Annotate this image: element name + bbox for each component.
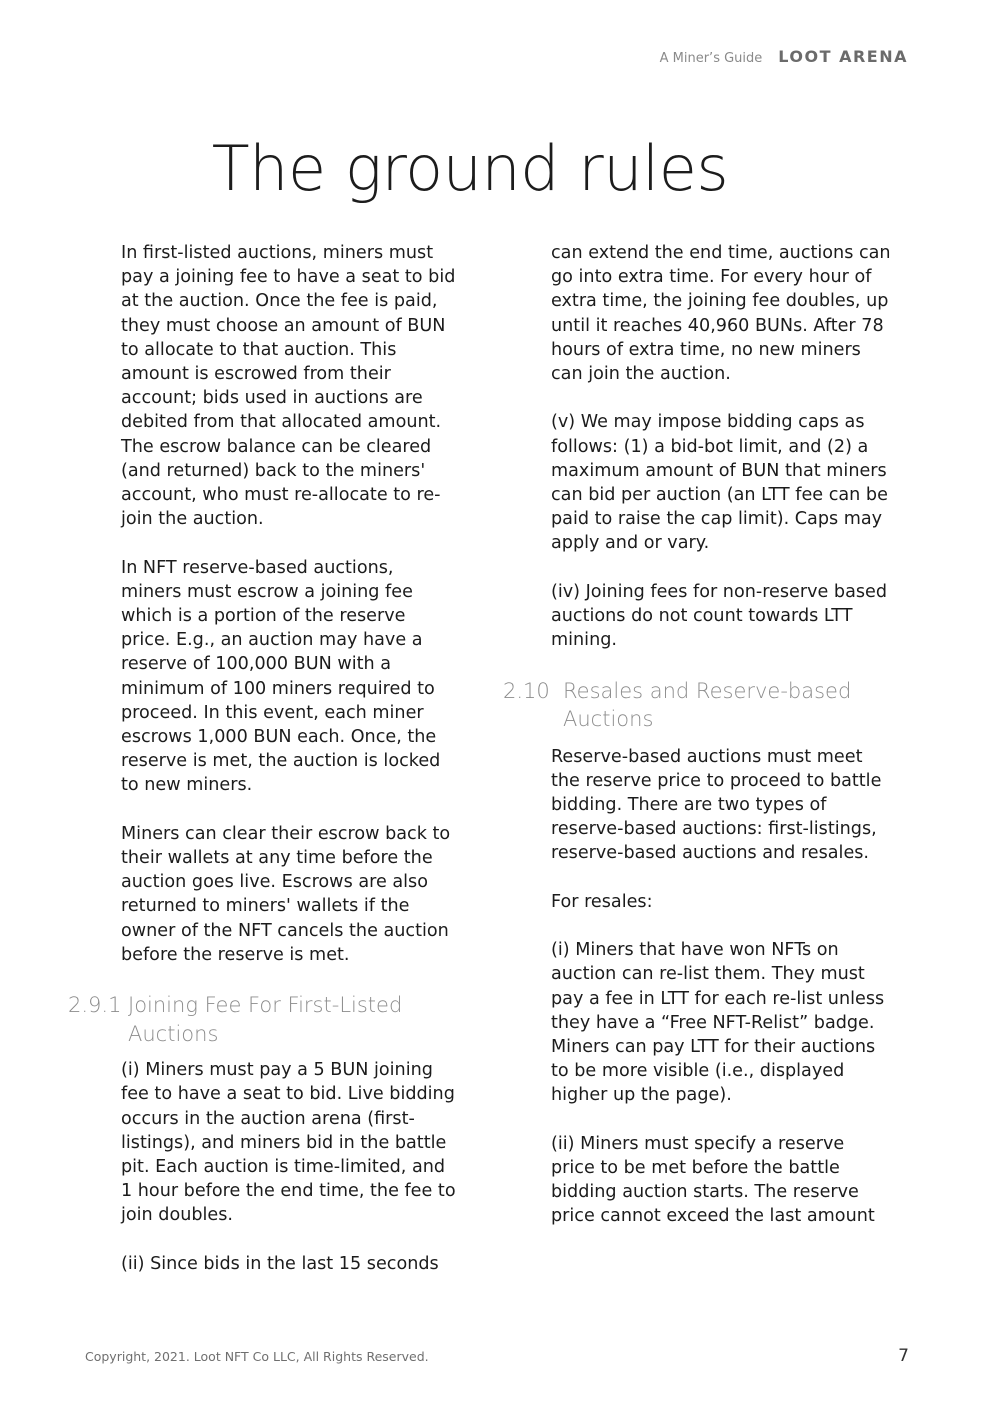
section-number: 2.10 [503,678,550,703]
paragraph: Reserve-based auctions must meet the reserve price to proceed to battle bidding. There are two types of reserve-based auctions: first-listings, reserve-based auctions and resales. [551,746,882,864]
right-column [503,241,891,1229]
page-header [660,47,908,66]
section-heading [68,991,456,1048]
paragraph: For resales: [551,891,653,912]
paragraph: (i) Miners must pay a 5 BUN joining fee to have a seat to bid. Live bidding occurs in the auction arena (first-listings), and miners bid in the battle pit. Each auction is time-limited, and 1 hour before the end time, the fee to join doubles. [121,1060,456,1226]
paragraph: (i) Miners that have won NFTs on auction can re-list them. They must pay a fee in LTT for each re-list unless they have a “Free NFT-Relist” badge. Miners can pay LTT for their auctions to be more visible (i.e., displayed higher up the page). [551,940,885,1106]
section-number: 2.9.1 [68,993,122,1018]
paragraph: (ii) Miners must specify a reserve price to be met before the battle bidding auction starts. The reserve price cannot exceed the last amount [551,1133,875,1227]
paragraph: In first-listed auctions, miners must pay a joining fee to have a seat to bid at the auction. Once the fee is paid, they must choose an amount of BUN to allocate to that auction. This amount is escrowed from their account; bids used in auctions are debited from that allocated amount. The escrow balance can be cleared (and returned) back to the miners' account, who must re-allocate to re-join the auction. [121,243,456,530]
guide-label: A Miner’s Guide [659,51,763,66]
paragraph: can extend the end time, auctions can go into extra time. For every hour of extra time, the joining fee doubles, up until it reaches 40,960 BUNs. After 78 hours of extra time, no new miners can join the auction. [551,243,891,385]
paragraph: In NFT reserve-based auctions, miners must escrow a joining fee which is a portion of the reserve price. E.g., an auction may have a reserve of 100,000 BUN with a minimum of 100 miners required to proceed. In this event, each miner escrows 1,000 BUN each. Once, the reserve is met, the auction is locked to new miners. [121,557,441,796]
paragraph: Miners can clear their escrow back to their wallets at any time before the auction goes live. Escrows are also returned to miners' wallets if the owner of the NFT cancels the auction before the reserve is met. [121,823,451,965]
paragraph: (v) We may impose bidding caps as follows: (1) a bid-bot limit, and (2) a maximum amount of BUN that miners can bid per auction (an LTT fee can be paid to raise the cap limit). Caps may apply and or vary. [551,412,888,554]
paragraph: (iv) Joining fees for non-reserve based auctions do not count towards LTT mining. [551,581,888,651]
page-number: 7 [898,1346,909,1366]
copyright-notice: Copyright, 2021. Loot NFT Co LLC, All Rights Reserved. [85,1349,429,1364]
section-title: Joining Fee For First-Listed Auctions [128,993,403,1046]
paragraph: (ii) Since bids in the last 15 seconds [121,1253,439,1274]
brand-logo: LOOT ARENA [778,47,908,66]
section-title: Resales and Reserve-based Auctions [563,678,852,732]
page-title: The ground rules [211,132,729,205]
left-column [68,241,456,1276]
section-heading [503,677,891,734]
